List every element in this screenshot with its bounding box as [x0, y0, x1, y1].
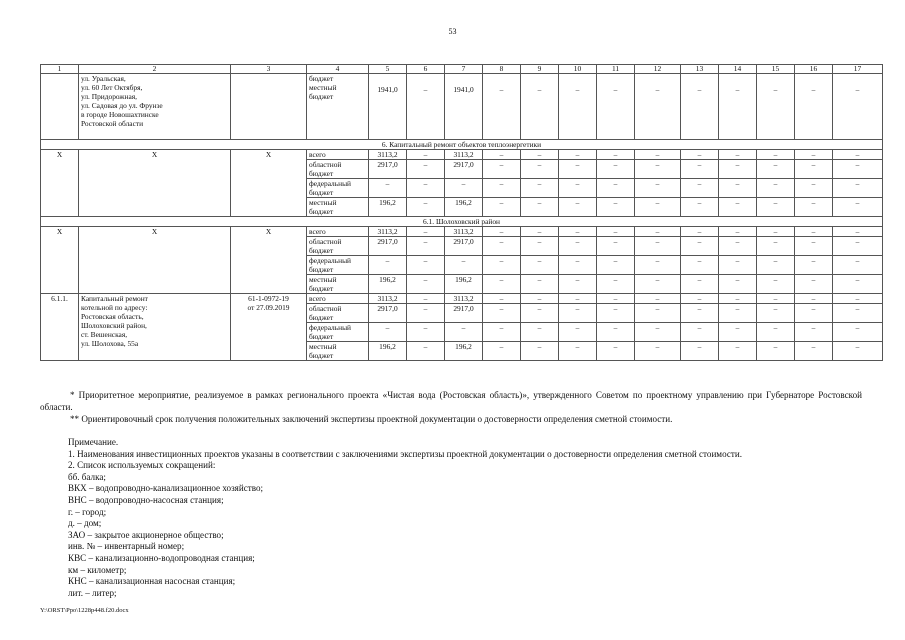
value-cell: – [795, 198, 833, 217]
value-cell: 196,2 [445, 275, 483, 294]
value-cell: – [559, 150, 597, 160]
value-cell: – [833, 198, 883, 217]
value-cell: – [719, 179, 757, 198]
table-row [41, 294, 883, 304]
value-cell: 3113,2 [445, 150, 483, 160]
value-cell: – [757, 342, 795, 361]
value-cell: – [795, 74, 833, 140]
value-cell: – [795, 160, 833, 179]
value-cell: – [559, 179, 597, 198]
value-cell: – [681, 294, 719, 304]
value-cell: – [483, 294, 521, 304]
budget-source: всего [307, 227, 369, 237]
value-cell: – [681, 275, 719, 294]
value-cell: – [559, 74, 597, 140]
value-cell: – [521, 304, 559, 323]
budget-source: местный бюджет [307, 342, 369, 361]
value-cell: – [795, 275, 833, 294]
value-cell: – [597, 275, 635, 294]
item-number: 6.1.1. [41, 294, 79, 361]
notes-list [68, 437, 868, 599]
value-cell: – [521, 294, 559, 304]
notes-item: ВНС – водопроводно-насосная станция; [68, 494, 224, 505]
expertise-reference: 61-1-0972-19 от 27.09.2019 [231, 294, 307, 361]
value-cell: – [681, 74, 719, 140]
table-row [41, 150, 883, 160]
value-cell: – [681, 150, 719, 160]
x-marker: X [231, 150, 307, 217]
value-cell: – [719, 256, 757, 275]
value-total: – [369, 323, 407, 342]
value-cell: – [795, 150, 833, 160]
value-total: 2917,0 [369, 237, 407, 256]
value-cell: – [795, 227, 833, 237]
budget-source: областной бюджет [307, 160, 369, 179]
value-cell: – [635, 179, 681, 198]
section-row [41, 140, 883, 150]
value-cell: – [597, 227, 635, 237]
value-cell: – [795, 179, 833, 198]
value-cell: – [521, 179, 559, 198]
x-marker: X [41, 150, 79, 217]
value-cell: – [521, 256, 559, 275]
value-cell: – [681, 227, 719, 237]
value-cell: – [719, 304, 757, 323]
value-total: 1941,0 [369, 74, 407, 140]
value-cell: – [407, 74, 445, 140]
value-cell: – [757, 294, 795, 304]
value-total: 3113,2 [369, 294, 407, 304]
section-title: 6.1. Шолоховский район [41, 217, 883, 227]
value-cell: – [407, 275, 445, 294]
value-cell: – [719, 150, 757, 160]
value-total: 196,2 [369, 198, 407, 217]
value-cell: – [597, 74, 635, 140]
value-cell: – [833, 275, 883, 294]
value-cell: – [407, 323, 445, 342]
notes-item: лит. – литер; [68, 587, 117, 598]
value-cell: – [635, 227, 681, 237]
value-cell: – [559, 342, 597, 361]
budget-source: бюджет местный бюджет [307, 74, 369, 140]
budget-source: федеральный бюджет [307, 179, 369, 198]
column-number: 2 [79, 65, 231, 74]
column-number: 5 [369, 65, 407, 74]
x-marker: X [79, 227, 231, 294]
value-cell: – [635, 304, 681, 323]
notes-item: г. – город; [68, 506, 107, 517]
value-cell: – [833, 150, 883, 160]
value-cell: – [833, 179, 883, 198]
value-cell: – [833, 160, 883, 179]
value-cell: – [483, 198, 521, 217]
file-path: Y:\ORST\Ppo\1228p448.f20.docx [40, 607, 129, 614]
value-cell: – [597, 237, 635, 256]
value-cell: – [407, 304, 445, 323]
section-title: 6. Капитальный ремонт объектов теплоэнергетики [41, 140, 883, 150]
value-cell: – [833, 227, 883, 237]
value-cell: – [635, 342, 681, 361]
value-cell: – [483, 256, 521, 275]
value-cell: – [719, 294, 757, 304]
value-cell: – [521, 275, 559, 294]
value-total: 196,2 [369, 275, 407, 294]
value-cell: – [559, 237, 597, 256]
value-cell: – [597, 150, 635, 160]
value-cell: – [635, 323, 681, 342]
column-number: 17 [833, 65, 883, 74]
column-number: 6 [407, 65, 445, 74]
value-cell: – [521, 74, 559, 140]
value-cell: – [597, 179, 635, 198]
value-cell: – [719, 160, 757, 179]
value-cell: – [795, 256, 833, 275]
notes-item: КНС – канализационная насосная станция; [68, 576, 236, 587]
value-cell: – [407, 150, 445, 160]
x-marker: X [79, 150, 231, 217]
value-cell: – [719, 198, 757, 217]
section-row [41, 217, 883, 227]
value-cell: – [559, 160, 597, 179]
budget-source: местный бюджет [307, 198, 369, 217]
value-cell: 196,2 [445, 198, 483, 217]
value-total: 3113,2 [369, 227, 407, 237]
value-cell: – [719, 74, 757, 140]
value-cell: 2917,0 [445, 160, 483, 179]
value-cell: 3113,2 [445, 294, 483, 304]
value-cell: – [521, 342, 559, 361]
column-number: 10 [559, 65, 597, 74]
value-cell: – [635, 237, 681, 256]
table-header-row [41, 65, 883, 74]
value-cell: 2917,0 [445, 304, 483, 323]
project-description: Капитальный ремонт котельной по адресу: Ростовская область, Шолоховский район, ст. Вешенская, ул. Шолохова, 55а [79, 294, 231, 361]
value-cell: – [795, 323, 833, 342]
value-cell: – [635, 275, 681, 294]
value-cell: – [483, 342, 521, 361]
page-number: 53 [448, 27, 457, 36]
value-total: 3113,2 [369, 150, 407, 160]
budget-source: федеральный бюджет [307, 323, 369, 342]
value-cell: – [559, 304, 597, 323]
value-cell: – [681, 179, 719, 198]
value-cell: – [597, 342, 635, 361]
value-cell: – [559, 294, 597, 304]
column-number: 3 [231, 65, 307, 74]
value-cell: – [597, 256, 635, 275]
value-cell: – [833, 294, 883, 304]
budget-source: областной бюджет [307, 237, 369, 256]
value-cell: – [719, 275, 757, 294]
notes-item: бб. балка; [68, 471, 106, 482]
value-cell: – [597, 294, 635, 304]
notes-item: 2. Список используемых сокращений: [68, 460, 216, 471]
value-cell: – [597, 304, 635, 323]
value-cell: – [483, 304, 521, 323]
value-cell: – [795, 237, 833, 256]
value-cell: 1941,0 [445, 74, 483, 140]
budget-source: всего [307, 294, 369, 304]
value-cell: – [681, 304, 719, 323]
value-cell: – [445, 179, 483, 198]
value-cell: – [833, 342, 883, 361]
notes-item: д. – дом; [68, 518, 102, 529]
value-total: – [369, 256, 407, 275]
budget-source: местный бюджет [307, 275, 369, 294]
value-cell: – [521, 160, 559, 179]
value-cell: – [757, 160, 795, 179]
value-cell: – [407, 227, 445, 237]
column-number: 8 [483, 65, 521, 74]
value-cell: – [483, 275, 521, 294]
x-marker: X [41, 227, 79, 294]
notes-item: км – километр; [68, 564, 127, 575]
value-total: 2917,0 [369, 160, 407, 179]
value-cell: – [597, 160, 635, 179]
value-cell: – [407, 198, 445, 217]
column-number: 16 [795, 65, 833, 74]
value-cell: – [445, 256, 483, 275]
value-cell: – [635, 150, 681, 160]
value-cell: – [559, 256, 597, 275]
value-cell: – [483, 74, 521, 140]
value-total: – [369, 179, 407, 198]
table-row [41, 74, 883, 140]
value-cell: – [681, 256, 719, 275]
value-cell: – [795, 342, 833, 361]
notes-heading: Примечание. [68, 437, 119, 447]
value-cell: – [483, 323, 521, 342]
value-cell: – [483, 150, 521, 160]
value-cell: – [833, 304, 883, 323]
value-cell: – [719, 227, 757, 237]
value-cell: – [407, 179, 445, 198]
notes-item: 1. Наименования инвестиционных проектов указаны в соответствии с заключениями экспертизы проектной документации о достоверности определения сметной стоимости. [68, 448, 742, 459]
value-cell: – [521, 227, 559, 237]
value-cell: – [483, 179, 521, 198]
notes-item: КВС – канализационно-водопроводная станция; [68, 552, 255, 563]
value-cell: – [483, 227, 521, 237]
value-cell: – [635, 74, 681, 140]
column-number: 12 [635, 65, 681, 74]
value-cell: – [407, 256, 445, 275]
value-cell: – [757, 150, 795, 160]
value-cell: – [681, 342, 719, 361]
budget-source: областной бюджет [307, 304, 369, 323]
value-cell: – [719, 237, 757, 256]
value-cell: – [757, 256, 795, 275]
value-cell: – [407, 342, 445, 361]
column-number: 15 [757, 65, 795, 74]
budget-source: федеральный бюджет [307, 256, 369, 275]
value-cell: – [521, 150, 559, 160]
value-cell: – [719, 323, 757, 342]
table-cell [231, 74, 307, 140]
notes-item: инв. № – инвентарный номер; [68, 541, 185, 552]
value-cell: 2917,0 [445, 237, 483, 256]
value-cell: – [757, 198, 795, 217]
value-cell: – [521, 237, 559, 256]
value-cell: – [635, 160, 681, 179]
value-cell: – [559, 275, 597, 294]
value-cell: – [833, 237, 883, 256]
notes-item: ВКХ – водопроводно-канализационное хозяйство; [68, 483, 264, 494]
value-cell: – [407, 237, 445, 256]
value-cell: – [407, 294, 445, 304]
footnotes [40, 389, 862, 425]
value-cell: – [483, 160, 521, 179]
value-cell: – [407, 160, 445, 179]
column-number: 13 [681, 65, 719, 74]
value-cell: – [757, 179, 795, 198]
value-cell: – [635, 256, 681, 275]
value-cell: – [757, 74, 795, 140]
value-cell: – [833, 74, 883, 140]
column-number: 1 [41, 65, 79, 74]
value-cell: – [559, 227, 597, 237]
column-number: 4 [307, 65, 369, 74]
value-cell: – [681, 323, 719, 342]
value-total: 196,2 [369, 342, 407, 361]
value-cell: – [795, 304, 833, 323]
value-cell: – [757, 304, 795, 323]
value-cell: – [521, 198, 559, 217]
table-row [41, 227, 883, 237]
value-cell: – [635, 198, 681, 217]
value-cell: – [833, 323, 883, 342]
value-cell: – [445, 323, 483, 342]
column-number: 7 [445, 65, 483, 74]
table-cell [41, 74, 79, 140]
value-cell: – [757, 237, 795, 256]
value-total: 2917,0 [369, 304, 407, 323]
value-cell: – [833, 256, 883, 275]
budget-source: всего [307, 150, 369, 160]
footnote-expertise: ** Ориентировочный срок получения положительных заключений экспертизы проектной документации о достоверности определения сметной стоимости. [70, 414, 673, 424]
value-cell: – [597, 198, 635, 217]
column-number: 14 [719, 65, 757, 74]
x-marker: X [231, 227, 307, 294]
value-cell: – [559, 198, 597, 217]
value-cell: – [597, 323, 635, 342]
notes-item: ЗАО – закрытое акционерное общество; [68, 529, 224, 540]
value-cell: – [795, 294, 833, 304]
investment-table [40, 64, 883, 361]
value-cell: – [719, 342, 757, 361]
value-cell: – [483, 237, 521, 256]
footnote-priority: * Приоритетное мероприятие, реализуемое в рамках регионального проекта «Чистая вода (Ростовская область)», утвержденного Советом по проектному управлению при Губернаторе Ростовской области. [40, 390, 862, 412]
value-cell: 3113,2 [445, 227, 483, 237]
value-cell: – [757, 227, 795, 237]
value-cell: – [521, 323, 559, 342]
value-cell: – [681, 237, 719, 256]
column-number: 9 [521, 65, 559, 74]
value-cell: – [681, 160, 719, 179]
column-number: 11 [597, 65, 635, 74]
value-cell: – [635, 294, 681, 304]
value-cell: 196,2 [445, 342, 483, 361]
value-cell: – [681, 198, 719, 217]
value-cell: – [559, 323, 597, 342]
value-cell: – [757, 323, 795, 342]
project-address: ул. Уральская, ул. 60 Лет Октября, ул. Придорожная, ул. Садовая до ул. Фрунзе в городе Новошахтинске Ростовской области [79, 74, 231, 140]
value-cell: – [757, 275, 795, 294]
